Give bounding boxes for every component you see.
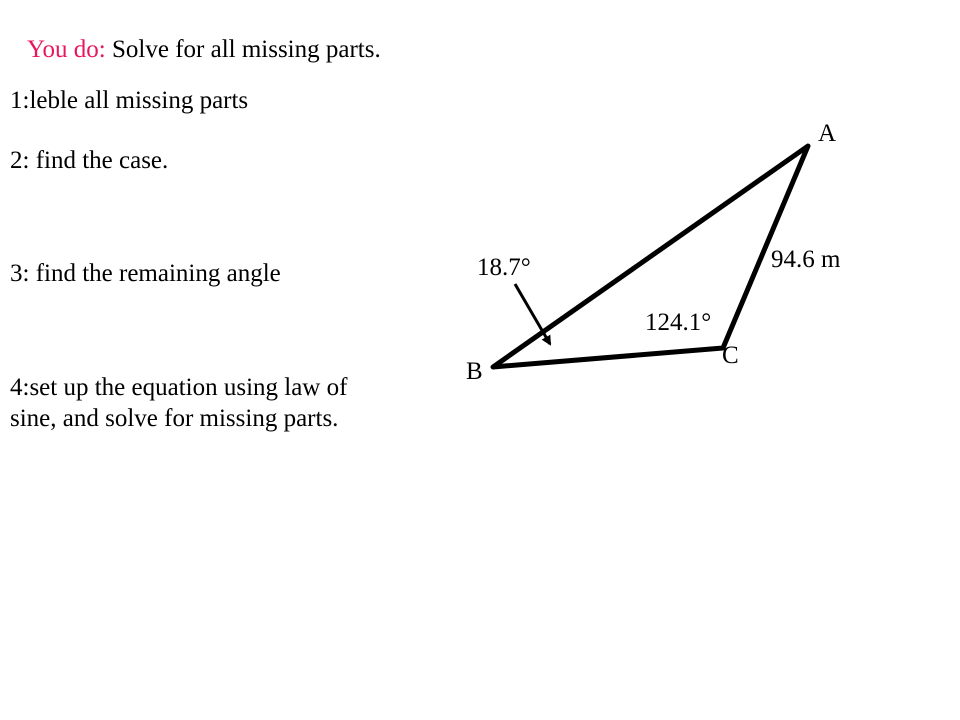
title-prefix: You do:	[27, 36, 106, 63]
angle-b-arrow	[515, 284, 550, 344]
angle-c-label: 124.1°	[645, 309, 712, 336]
step-2: 2: find the case.	[10, 147, 169, 174]
vertex-c-label: C	[722, 342, 739, 369]
title-text: Solve for all missing parts.	[105, 36, 381, 63]
side-ac-label: 94.6 m	[771, 246, 841, 273]
vertex-a-label: A	[818, 120, 837, 147]
step-3: 3: find the remaining angle	[10, 260, 281, 287]
step-1: 1:leble all missing parts	[10, 87, 249, 114]
vertex-b-label: B	[466, 358, 483, 385]
step-4-line-2: sine, and solve for missing parts.	[10, 405, 339, 432]
angle-b-label: 18.7°	[477, 254, 531, 281]
step-4-line-1: 4:set up the equation using law of	[10, 374, 348, 401]
